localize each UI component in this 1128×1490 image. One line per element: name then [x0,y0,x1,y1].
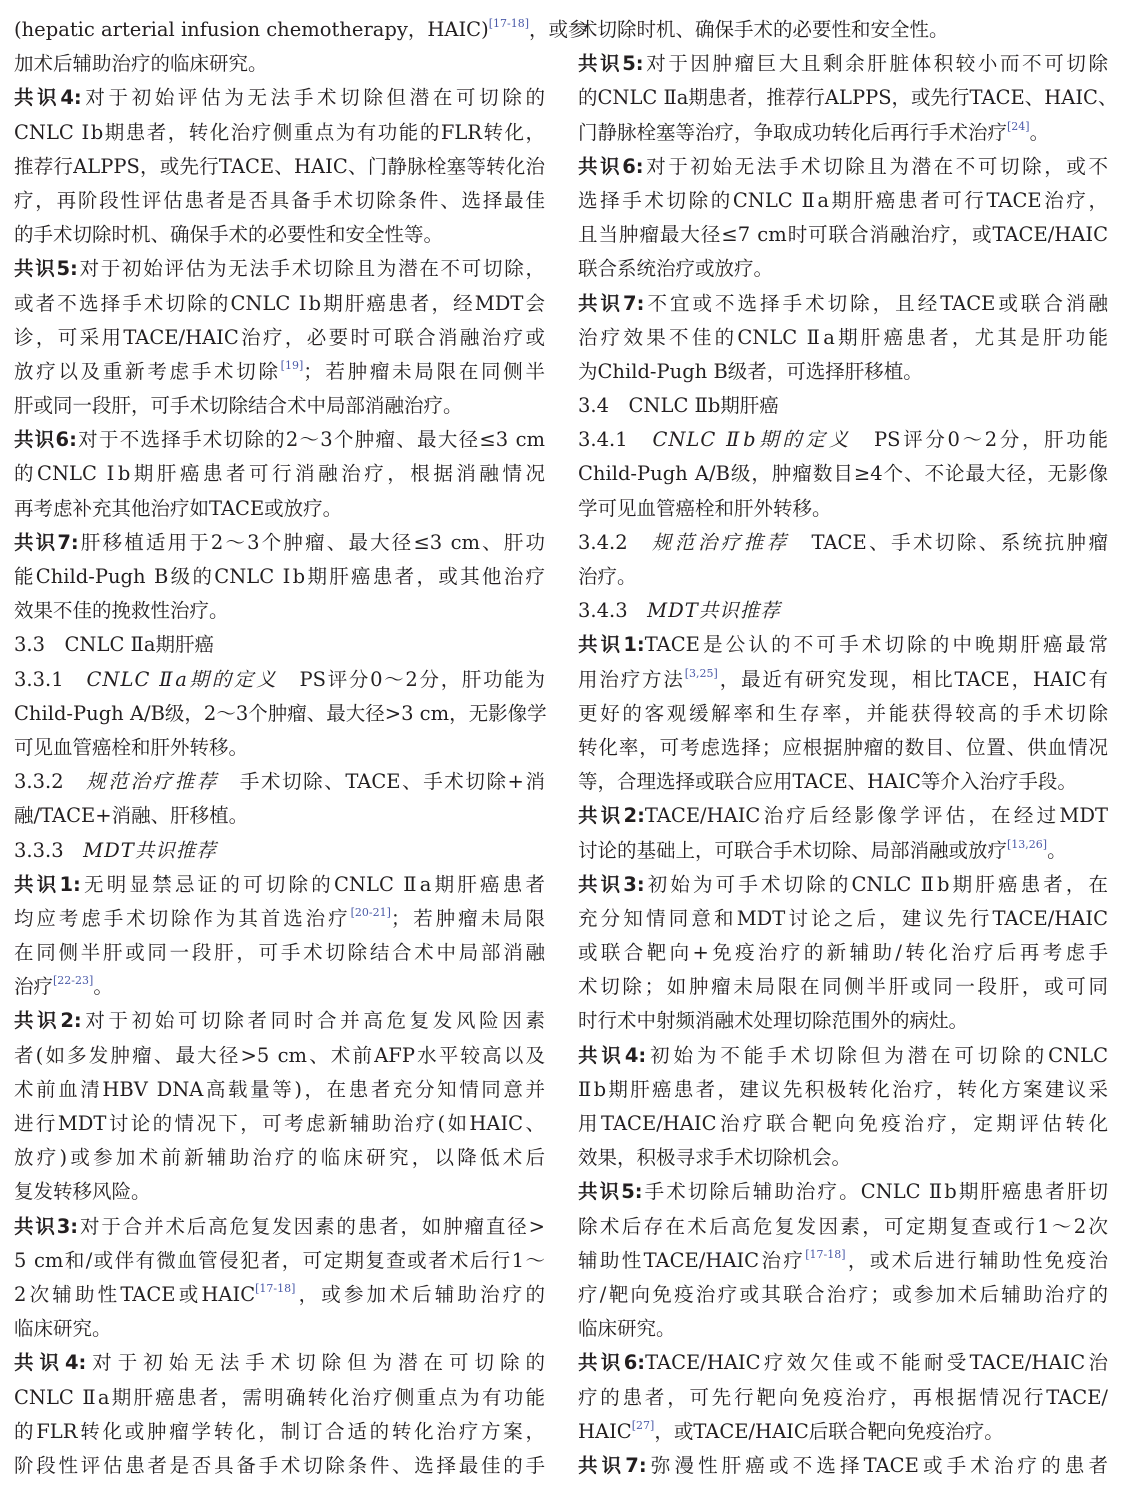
body-text: 在同侧半肝或同一段肝，可手术切除结合术中局部消融 [14,941,545,965]
text-line [578,1039,1108,1073]
text-line [14,560,545,594]
text-line [578,287,1108,321]
body-text: ，或参加术后辅助治疗的 [295,1282,545,1306]
citation-superscript[interactable]: [19] [280,358,304,372]
text-line [578,1175,1108,1209]
text-line [578,184,1108,218]
body-text: 3.3.2 [14,770,87,794]
text-line [578,1004,1108,1038]
body-text: 对于初始评估为无法手术切除但潜在可切除的 [81,86,545,110]
text-line [14,218,545,252]
body-text: 对于初始无法手术切除且为潜在不可切除，或不 [643,154,1108,178]
body-text: 对于初始无法手术切除但为潜在可切除的 [86,1351,545,1375]
text-line [14,1175,545,1209]
body-text: (hepatic arterial infusion chemotherapy，HAIC) [14,18,489,41]
text-line [578,868,1108,902]
body-text: 辅助性TACE/HAIC治疗 [578,1248,806,1272]
body-text: 3.4.3 [578,599,648,623]
body-text: 讨论的基础上，可联合手术切除、局部消融或放疗 [578,838,1008,862]
text-line [14,287,545,321]
text-line [14,731,545,765]
body-text: 时行术中射频消融术处理切除范围外的病灶。 [578,1009,969,1033]
consensus-label: 共识5: [14,257,78,281]
body-text: 治疗 [14,975,54,999]
body-text: 治疗效果不佳的CNLC Ⅱa期肝癌患者，尤其是肝功能 [578,325,1108,349]
right-column [578,13,1118,1483]
section-heading-label: CNLC Ⅱb期的定义 [652,428,852,452]
body-text: 均应考虑手术切除作为其首选治疗 [14,906,351,930]
citation-superscript[interactable]: [13,26] [1007,837,1048,851]
body-text: 术切除时机、确保手术的必要性和安全性。 [578,18,949,41]
consensus-label: 共识4: [14,86,82,110]
body-text: 再考虑补充其他治疗如TACE或放疗。 [14,496,343,520]
text-line [14,765,545,799]
body-text: TACE、手术切除、系统抗肿瘤 [789,530,1108,554]
body-text: 的CNLC Ⅱa期患者，推荐行ALPPS，或先行TACE、HAIC、 [578,86,1118,110]
body-text: 者(如多发肿瘤、最大径>5 cm、术前AFP水平较高以及 [14,1043,545,1067]
body-text: 临床研究。 [14,1317,112,1341]
text-line [578,526,1108,560]
text-line [14,594,545,628]
body-text: TACE/HAIC疗效欠佳或不能耐受TACE/HAIC治 [645,1351,1108,1375]
body-text: 弥漫性肝癌或不选择TACE或手术治疗的患者 [646,1453,1108,1477]
text-line [14,492,545,526]
text-line [578,389,1108,423]
body-text: 转化率，可考虑选择；应根据肿瘤的数目、位置、供血情况 [578,735,1108,759]
body-text: 的CNLC Ⅰb期肝癌患者可行消融治疗，根据消融情况 [14,462,545,486]
text-line [578,663,1108,697]
text-line [14,1449,545,1483]
consensus-label: 共识3: [14,1214,79,1238]
body-text: 肝移植适用于2～3个肿瘤、最大径≤3 cm、肝功 [78,530,545,554]
text-line [14,799,545,833]
body-text: 3.4 CNLC Ⅱb期肝癌 [578,394,779,418]
section-heading-label: 规范治疗推荐 [86,770,219,794]
body-text: ，或TACE/HAIC后联合靶向免疫治疗。 [654,1419,1004,1443]
body-text: 用治疗方法 [578,667,685,691]
text-line [14,81,545,115]
body-text: PS评分0～2分，肝功能 [851,428,1108,452]
text-line [14,1107,545,1141]
consensus-label: 共识7: [578,1453,647,1477]
text-line [14,936,545,970]
body-text: 的FLR转化或肿瘤学转化，制订合适的转化治疗方案， [14,1419,545,1443]
text-line [14,1415,545,1449]
consensus-label: 共识1: [578,633,645,657]
body-text: PS评分0～2分，肝功能为 [278,667,545,691]
body-text: ；若肿瘤未局限在同侧半 [303,359,545,383]
body-text: 联合系统治疗或放疗。 [578,257,774,281]
text-line [14,13,588,47]
body-text: ，或术后进行辅助性免疫治 [845,1248,1108,1272]
body-text: 手术切除后辅助治疗。CNLC Ⅱb期肝癌患者肝切 [642,1180,1108,1204]
text-line [14,663,545,697]
text-line [14,355,545,389]
body-text: 术切除；如肿瘤未局限在同侧半肝或同一段肝，或可同 [578,975,1108,999]
body-text: 3.4.1 [578,428,653,452]
text-line [578,970,1108,1004]
consensus-label: 共识6: [578,154,644,178]
text-line [578,13,1108,47]
body-text: Ⅱb期肝癌患者，建议先积极转化治疗，转化方案建议采 [578,1077,1108,1101]
body-text: 选择手术切除的CNLC Ⅱa期肝癌患者可行TACE治疗， [578,188,1108,212]
body-text: TACE是公认的不可手术切除的中晚期肝癌最常 [644,633,1108,657]
text-line [578,1141,1108,1175]
body-text: 初始为不能手术切除但为潜在可切除的CNLC [646,1043,1108,1067]
text-line [14,1039,545,1073]
body-text: 治疗。 [578,565,637,588]
consensus-label: 共识6: [578,1351,646,1375]
text-line [578,252,1108,286]
consensus-label: 共识7: [578,291,645,315]
body-text: 5 cm和/或伴有微血管侵犯者，可定期复查或者术后行1～ [14,1248,545,1272]
text-line [578,47,1108,81]
section-heading-label: MDT共识推荐 [83,838,217,862]
left-column [14,13,588,1483]
text-line [578,1312,1108,1346]
text-line [14,1312,545,1346]
text-line [578,1278,1108,1312]
text-line [578,423,1108,457]
citation-superscript[interactable]: [22-23] [53,974,94,988]
body-text: TACE/HAIC治疗后经影像学评估，在经过MDT [644,804,1108,828]
citation-superscript[interactable]: [17-18] [255,1281,296,1295]
section-heading-label: MDT共识推荐 [647,599,781,623]
body-text: 不宜或不选择手术切除，且经TACE或联合消融 [644,291,1108,315]
text-line [578,697,1108,731]
text-line [14,1244,545,1278]
text-line [578,1073,1108,1107]
text-line [578,834,1108,868]
consensus-label: 共识4: [14,1351,87,1375]
body-text: 疗的患者，可先行靶向免疫治疗，再根据情况行TACE/ [578,1385,1108,1409]
consensus-label: 共识3: [578,872,645,896]
body-text: 门静脉栓塞等治疗，争取成功转化后再行手术治疗 [578,120,1008,144]
body-text: 对于初始可切除者同时合并高危复发风险因素 [81,1009,545,1033]
text-line [14,47,545,81]
body-text: 2次辅助性TACE或HAIC [14,1282,256,1306]
consensus-label: 共识1: [14,872,81,896]
citation-superscript[interactable]: [3,25] [684,666,718,680]
body-text: ，最近有研究发现，相比TACE，HAIC有 [717,667,1108,691]
text-line [578,560,1108,594]
body-text: 的手术切除时机、确保手术的必要性和安全性等。 [14,223,444,247]
body-text: 。 [93,975,113,999]
body-text: 或者不选择手术切除的CNLC Ⅰb期肝癌患者，经MDT会 [14,291,545,315]
body-text: ，或参 [529,18,588,41]
body-text: 用TACE/HAIC治疗联合靶向免疫治疗，定期评估转化 [578,1112,1108,1135]
text-line [578,116,1108,150]
text-line [578,594,1108,628]
body-text: 效果，积极寻求手术切除机会。 [578,1146,852,1170]
text-line [14,834,545,868]
consensus-label: 共识7: [14,530,79,554]
body-text: 推荐行ALPPS，或先行TACE、HAIC、门静脉栓塞等转化治 [14,154,545,178]
text-line [578,218,1108,252]
body-text: CNLC Ⅰb期患者，转化治疗侧重点为有功能的FLR转化， [14,120,545,144]
section-heading-label: CNLC Ⅱa期的定义 [86,667,279,691]
text-line [14,970,545,1004]
consensus-label: 共识6: [14,428,77,452]
text-line [14,628,545,662]
body-text: 无明显禁忌证的可切除的CNLC Ⅱa期肝癌患者 [80,872,545,896]
body-text: Child-Pugh A/B级，2～3个肿瘤、最大径>3 cm，无影像学 [14,701,547,725]
body-text: 初始为可手术切除的CNLC Ⅱb期肝癌患者，在 [644,872,1108,896]
body-text: 手术切除、TACE、手术切除+消 [218,770,545,794]
body-text: 术前血清HBV DNA高载量等)，在患者充分知情同意并 [14,1077,545,1101]
text-line [578,492,1108,526]
text-line [578,1244,1108,1278]
citation-superscript[interactable]: [17-18] [488,17,530,30]
text-line [578,1346,1108,1380]
body-text: 。 [1047,838,1067,862]
text-line [578,628,1108,662]
text-line [14,457,545,491]
body-text: 对于不选择手术切除的2～3个肿瘤、最大径≤3 cm [76,428,545,452]
text-line [578,731,1108,765]
text-line [578,150,1108,184]
body-text: 加术后辅助治疗的临床研究。 [14,52,268,76]
text-line [14,526,545,560]
consensus-label: 共识2: [14,1009,82,1033]
body-text: 疗/靶向免疫治疗或其联合治疗；或参加术后辅助治疗的 [578,1282,1108,1306]
text-line [578,936,1108,970]
citation-superscript[interactable]: [20-21] [350,905,391,919]
text-line [578,765,1108,799]
text-line [14,1141,545,1175]
body-text: 能Child-Pugh B级的CNLC Ⅰb期肝癌患者，或其他治疗 [14,565,545,588]
body-text: 放疗)或参加术前新辅助治疗的临床研究，以降低术后 [14,1146,545,1170]
body-text: ；若肿瘤未局限 [390,906,545,930]
text-line [578,902,1108,936]
body-text: 对于初始评估为无法手术切除且为潜在不可切除， [77,257,545,281]
body-text: 3.3.3 [14,838,84,862]
body-text: 3.4.2 [578,530,652,554]
body-text: 除术后存在术后高危复发因素，可定期复查或行1～2次 [578,1214,1108,1238]
text-line [14,1004,545,1038]
consensus-label: 共识4: [578,1043,647,1067]
body-text: 等，合理选择或联合应用TACE、HAIC等介入治疗手段。 [578,770,1077,794]
body-text: 效果不佳的挽救性治疗。 [14,599,229,623]
text-line [14,1278,545,1312]
text-line [578,321,1108,355]
body-text: 融/TACE+消融、肝移植。 [14,804,249,828]
body-text: Child-Pugh A/B级，肿瘤数目≥4个、不论最大径，无影像 [578,462,1108,486]
text-line [14,902,545,936]
body-text: 放疗以及重新考虑手术切除 [14,359,281,383]
text-line [14,1381,545,1415]
body-text: 为Child-Pugh B级者，可选择肝移植。 [578,359,923,383]
body-text: 临床研究。 [578,1317,676,1341]
body-text: CNLC Ⅱa期肝癌患者，需明确转化治疗侧重点为有功能 [14,1385,545,1409]
text-line [14,697,545,731]
text-line [14,389,545,423]
body-text: 更好的客观缓解率和生存率，并能获得较高的手术切除 [578,701,1108,725]
citation-superscript[interactable]: [24] [1007,119,1030,133]
text-line [14,252,545,286]
text-line [14,1210,545,1244]
citation-superscript[interactable]: [17-18] [805,1247,846,1261]
text-line [14,1346,545,1380]
body-text: 可见血管癌栓和肝外转移。 [14,735,249,759]
text-line [578,81,1118,115]
body-text: 疗，再阶段性评估患者是否具备手术切除条件、选择最佳 [14,188,545,212]
citation-superscript[interactable]: [27] [631,1418,655,1432]
body-text: 诊，可采用TACE/HAIC治疗，必要时可联合消融治疗或 [14,325,545,349]
body-text: 对于因肿瘤巨大且剩余肝脏体积较小而不可切除 [643,52,1108,76]
text-line [578,355,1108,389]
body-text: 阶段性评估患者是否具备手术切除条件、选择最佳的手 [14,1453,545,1477]
text-line [14,868,545,902]
text-line [578,1210,1108,1244]
body-text: 且当肿瘤最大径≤7 cm时可联合消融治疗，或TACE/HAIC [578,223,1108,247]
body-text: 肝或同一段肝，可手术切除结合术中局部消融治疗。 [14,394,463,418]
consensus-label: 共识5: [578,52,644,76]
body-text: 。 [1029,120,1050,144]
text-line [578,457,1108,491]
body-text: 复发转移风险。 [14,1180,151,1204]
text-line [14,423,545,457]
body-text: 对于合并术后高危复发因素的患者，如肿瘤直径> [78,1214,545,1238]
text-line [578,1107,1108,1141]
body-text: 学可见血管癌栓和肝外转移。 [578,496,832,520]
body-text: HAIC [578,1419,632,1443]
text-line [14,150,545,184]
body-text: 或联合靶向+免疫治疗的新辅助/转化治疗后再考虑手 [578,941,1108,965]
body-text: 充分知情同意和MDT讨论之后，建议先行TACE/HAIC [578,906,1108,930]
text-line [578,799,1108,833]
text-line [14,321,545,355]
consensus-label: 共识2: [578,804,645,828]
text-line [14,116,545,150]
body-text: 3.3 CNLC Ⅱa期肝癌 [14,633,214,657]
consensus-label: 共识5: [578,1180,643,1204]
text-line [578,1449,1108,1483]
section-heading-label: 规范治疗推荐 [651,530,790,554]
body-text: 3.3.1 [14,667,87,691]
text-line [14,184,545,218]
text-line [14,1073,545,1107]
text-line [578,1381,1108,1415]
text-line [578,1415,1108,1449]
body-text: 进行MDT讨论的情况下，可考虑新辅助治疗(如HAIC、 [14,1112,545,1135]
